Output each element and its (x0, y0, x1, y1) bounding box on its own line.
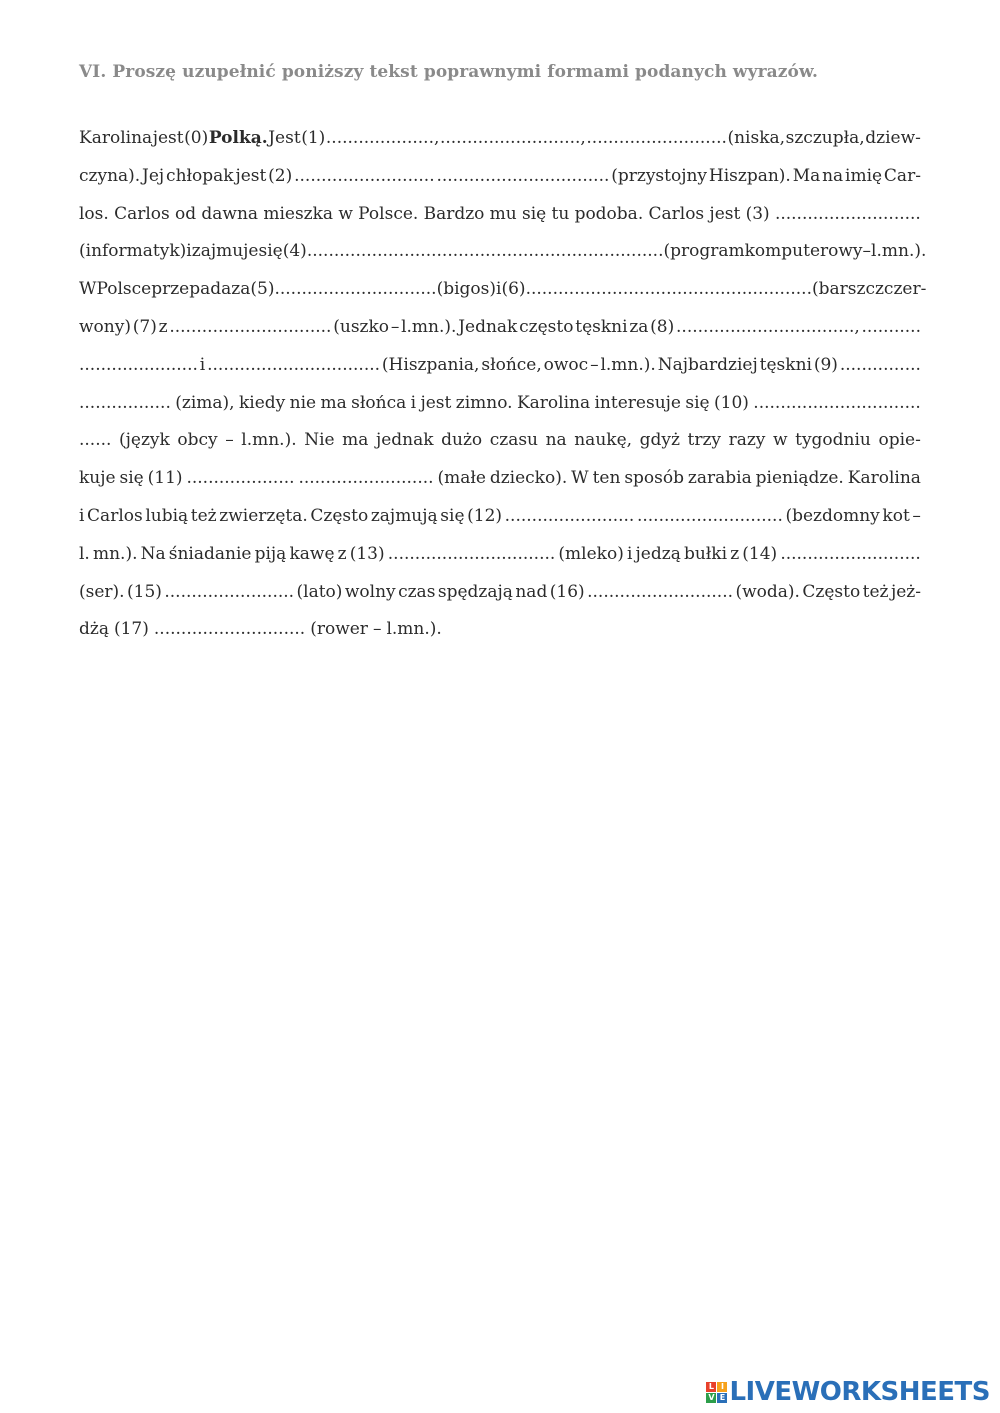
word: (13) (349, 543, 385, 564)
word: się (119, 468, 144, 489)
word: ma (320, 392, 347, 413)
exercise-line (79, 460, 921, 498)
word: Carlos (114, 203, 170, 224)
word: – (590, 354, 599, 375)
word: l.mn.). (871, 241, 927, 262)
word: Ma (792, 165, 821, 186)
word: też (190, 505, 217, 526)
answer-blank[interactable]: ........................ (164, 581, 295, 602)
word: (2) (268, 165, 293, 186)
word: naukę, (574, 430, 633, 451)
word: jedzą (635, 543, 681, 564)
word: nie (289, 392, 317, 413)
word: czas (398, 581, 436, 602)
answer-blank[interactable]: .......................... (586, 128, 727, 148)
word: (5) (250, 279, 275, 300)
word: Jej (142, 165, 165, 186)
word: jest (709, 203, 741, 224)
word: (Hiszpania, (381, 354, 480, 375)
word: czyna). (79, 165, 141, 186)
word: Karolina (79, 128, 153, 148)
word: W (571, 468, 589, 489)
word: za (629, 316, 649, 337)
logo-block: E (717, 1393, 727, 1403)
word: trzy (687, 430, 722, 451)
word: Często (802, 581, 861, 602)
exercise-line (79, 422, 921, 460)
word: wolny (344, 581, 396, 602)
word: mieszka (263, 203, 334, 224)
word: (woda). (735, 581, 800, 602)
answer-blank[interactable]: ................. (79, 392, 171, 413)
answer-blank[interactable]: ......................... (525, 279, 661, 300)
answer-blank[interactable]: ...... (79, 430, 112, 451)
word: zajmują (370, 505, 438, 526)
word: słońca (351, 392, 407, 413)
word: – (862, 241, 872, 262)
word: zimno. (455, 392, 513, 413)
word: (16) (549, 581, 585, 602)
word: (17) (113, 619, 149, 640)
answer-blank[interactable]: .................... (186, 468, 295, 489)
logo-text: LIVEWORKSHEETS (729, 1377, 990, 1407)
word: sposób (624, 468, 684, 489)
word: dziew- (865, 128, 921, 148)
word: owoc (543, 354, 589, 375)
exercise-line (79, 385, 921, 423)
word: też (862, 581, 889, 602)
word: zarabia (687, 468, 752, 489)
word: piją (254, 543, 287, 564)
word: l.mn.). (600, 354, 656, 375)
word: (przystojny (611, 165, 708, 186)
word: (uszko (333, 316, 390, 337)
word: i (496, 279, 502, 300)
word: się (522, 203, 547, 224)
word: gdyż (639, 430, 680, 451)
word: Nie (304, 430, 335, 451)
word: (rower (310, 619, 368, 640)
word: mn.). (92, 543, 138, 564)
word: l.mn.). (401, 316, 457, 337)
word: jest (420, 392, 452, 413)
word: jeż- (890, 581, 921, 602)
word: Często (310, 505, 369, 526)
word: razy (728, 430, 766, 451)
word: dużo (441, 430, 483, 451)
word: za (231, 279, 251, 300)
word: jest (235, 165, 267, 186)
exercise-line (79, 233, 927, 271)
answer-blank[interactable]: ........................... (636, 505, 783, 526)
answer-blank[interactable]: .......................... (780, 543, 921, 564)
word: w (772, 430, 788, 451)
exercise-line (79, 120, 921, 158)
word: i (79, 505, 85, 526)
word: chłopak (166, 165, 234, 186)
word: tu (551, 203, 570, 224)
exercise-line (79, 347, 921, 385)
word: l.mn.). (386, 619, 442, 640)
word: dawna (201, 203, 259, 224)
word: (informatyk) (79, 241, 187, 262)
exercise-line (79, 498, 921, 536)
logo-block: L (706, 1382, 716, 1392)
word: (9) (813, 354, 838, 375)
word: z (730, 543, 740, 564)
word: – (225, 430, 234, 451)
word: (niska, (727, 128, 786, 148)
exercise-line (79, 196, 921, 234)
word: interesuje (594, 392, 681, 413)
word: i (186, 241, 192, 262)
logo-icon (706, 1382, 727, 1403)
word: Karolina (847, 468, 921, 489)
word: szczupła, (785, 128, 865, 148)
answer-blank[interactable]: ............... (839, 354, 921, 375)
word: Hiszpan). (708, 165, 791, 186)
word: (język (119, 430, 170, 451)
logo-block: V (708, 1392, 715, 1402)
word: tęskni (759, 354, 812, 375)
exercise-line (79, 309, 921, 347)
exercise-line (79, 271, 927, 309)
answer-blank[interactable]: .............................. (169, 316, 332, 337)
word: (8) (650, 316, 675, 337)
word: wony) (79, 316, 131, 337)
word: zwierzęta. (219, 505, 308, 526)
word: (6) (501, 279, 526, 300)
word: kawę (289, 543, 335, 564)
word: nad (515, 581, 548, 602)
answer-blank[interactable]: .......................... (294, 165, 435, 186)
word: Na (140, 543, 166, 564)
word: (ser). (79, 581, 125, 602)
answer-blank[interactable]: .................................. (479, 241, 664, 262)
word: ten (592, 468, 621, 489)
answer-blank[interactable]: ............................... (387, 543, 556, 564)
word: przepada (151, 279, 232, 300)
word: kuje (79, 468, 116, 489)
word: (bezdomny (785, 505, 880, 526)
word: W (79, 279, 97, 300)
word: Jednak (458, 316, 518, 337)
answer-blank[interactable]: ................................ (436, 165, 610, 186)
word: kot (882, 505, 910, 526)
word: Polsce. (358, 203, 419, 224)
word: lubią (145, 505, 189, 526)
word: – (372, 619, 382, 640)
answer-blank[interactable]: ........................... (774, 203, 921, 224)
word: – (390, 316, 400, 337)
answer-blank[interactable]: ............................... (753, 392, 921, 413)
answer-blank[interactable]: ................................ (207, 354, 381, 375)
word: los. (79, 203, 109, 224)
word: często (519, 316, 574, 337)
word: w (338, 203, 353, 224)
answer-blank[interactable]: .............................. (274, 279, 437, 300)
word: opie- (878, 430, 921, 451)
word: (lato) (296, 581, 343, 602)
word: śniadanie (168, 543, 252, 564)
word: Jest (268, 128, 301, 148)
word: bułki (683, 543, 728, 564)
word: Polsce (96, 279, 152, 300)
word: od (175, 203, 197, 224)
word: dziecko). (489, 468, 568, 489)
word: się (685, 392, 710, 413)
word: (14) (742, 543, 778, 564)
word: i (626, 543, 633, 564)
liveworksheets-logo[interactable] (706, 1377, 990, 1407)
word: Carlos (648, 203, 705, 224)
word: (barszcz (811, 279, 884, 300)
word: (3) (745, 203, 770, 224)
word: słońce, (481, 354, 542, 375)
word: dżą (79, 619, 109, 640)
word: imię (845, 165, 883, 186)
word: (11) (147, 468, 183, 489)
exercise-text (79, 120, 927, 649)
exercise-line (79, 536, 921, 574)
word: na (822, 165, 844, 186)
word: (1) (301, 128, 326, 148)
word: (7) (132, 316, 157, 337)
word: (małe (437, 468, 486, 489)
exercise-line (79, 158, 921, 196)
word: – (912, 505, 921, 526)
answer-blank[interactable]: ............................ (153, 619, 306, 640)
word: (12) (467, 505, 503, 526)
word: się (440, 505, 465, 526)
answer-blank[interactable]: ......................... (298, 468, 434, 489)
word: jednak (375, 430, 434, 451)
word: (15) (127, 581, 162, 602)
word: kiedy (238, 392, 286, 413)
answer-blank[interactable]: ........................ (504, 505, 635, 526)
word: (bigos) (436, 279, 497, 300)
word: czasu (489, 430, 539, 451)
word: Polką. (208, 128, 268, 148)
word: się (258, 241, 283, 262)
word: (10) (714, 392, 749, 413)
word: z (158, 316, 168, 337)
word: l.mn.). (241, 430, 297, 451)
word: obcy (177, 430, 218, 451)
word: podoba. (574, 203, 644, 224)
word: Car- (883, 165, 921, 186)
word: (0) (184, 128, 209, 148)
answer-blank[interactable]: ...................., (325, 128, 440, 148)
word: komputerowy (744, 241, 863, 262)
word: czer- (883, 279, 927, 300)
word: jest (152, 128, 184, 148)
word: na (545, 430, 567, 451)
word: spędzają (437, 581, 513, 602)
exercise-line (79, 611, 921, 649)
word: ma (342, 430, 369, 451)
word: zajmuje (191, 241, 259, 262)
logo-block: I (717, 1382, 727, 1392)
word: (program (663, 241, 745, 262)
word: (mleko) (558, 543, 624, 564)
answer-blank[interactable]: ...................... (79, 354, 198, 375)
word: (4) (282, 241, 307, 262)
exercise-heading: VI. Proszę uzupełnić poniższy tekst poprawnymi formami podanych wyrazów. (79, 62, 819, 82)
answer-blank[interactable]: .........................., (439, 128, 586, 148)
word: (zima), (175, 392, 235, 413)
word: tygodniu (795, 430, 871, 451)
exercise-line (79, 574, 921, 612)
answer-blank[interactable]: ............................ (660, 279, 812, 300)
word: i (410, 392, 417, 413)
answer-blank[interactable]: ........................... (587, 581, 734, 602)
answer-blank[interactable]: ........... (861, 316, 921, 337)
answer-blank[interactable]: ................................., (676, 316, 860, 337)
answer-blank[interactable]: ................................ (306, 241, 480, 262)
word: mu (489, 203, 517, 224)
word: Bardzo (423, 203, 485, 224)
word: z (337, 543, 347, 564)
word: pieniądze. (755, 468, 844, 489)
word: Najbardziej (657, 354, 758, 375)
word: Karolina (516, 392, 591, 413)
word: l. (79, 543, 90, 564)
word: tęskni (575, 316, 628, 337)
word: Carlos (87, 505, 143, 526)
word: i (199, 354, 206, 375)
